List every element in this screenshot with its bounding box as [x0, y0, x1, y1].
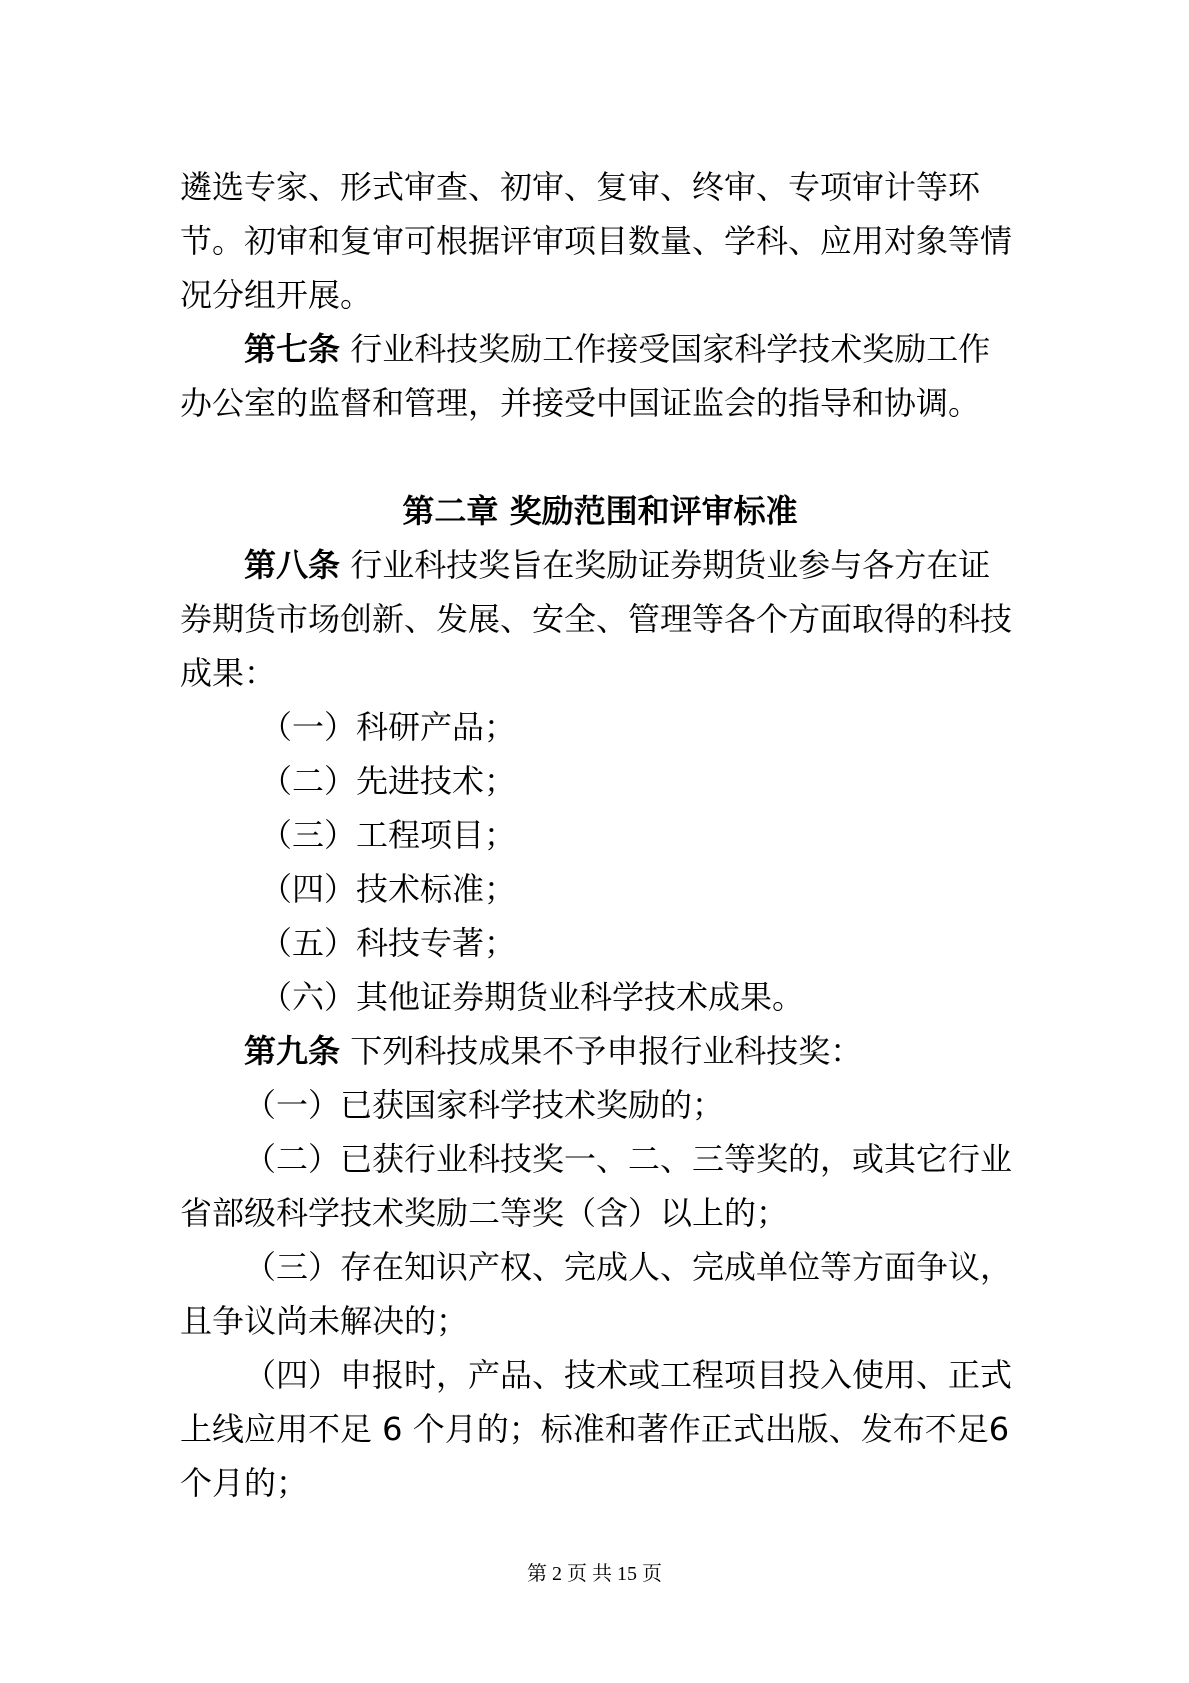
article-text: 下列科技成果不予申报行业科技奖： [340, 1032, 863, 1070]
exclusion-item: （二）已获行业科技奖一、二、三等奖的，或其它行业省部级科学技术奖励二等奖（含）以上的； [180, 1140, 1013, 1232]
page-footer: 第 2 页 共 15 页 [527, 1563, 662, 1585]
section-gap [180, 430, 1020, 484]
exclusion-item: （一）已获国家科学技术奖励的； [244, 1086, 725, 1124]
list-item: （五）科技专著； [260, 924, 517, 962]
paragraph-continuation: 遴选专家、形式审查、初审、复审、终审、专项审计等环节。初审和复审可根据评审项目数量、学科、应用对象等情况分组开展。 [180, 168, 1013, 314]
article-9 [180, 1024, 1020, 1078]
list-item: （六）其他证券期货业科学技术成果。 [260, 978, 805, 1016]
article-label: 第七条 [244, 330, 341, 368]
document-body [180, 160, 1020, 1510]
article-label: 第九条 [244, 1032, 341, 1070]
list-item: （一）科研产品； [260, 708, 517, 746]
article-text: 行业科技奖旨在奖励证券期货业参与各方在证券期货市场创新、发展、安全、管理等各个方面取得的科技成果： [180, 546, 1013, 692]
article-8 [180, 538, 1020, 700]
list-item: （三）工程项目； [260, 816, 517, 854]
article-label: 第八条 [244, 546, 341, 584]
article-7 [180, 322, 1020, 430]
exclusion-item: （四）申报时，产品、技术或工程项目投入使用、正式上线应用不足 6 个月的；标准和著作正式出版、发布不足6 个月的； [180, 1356, 1013, 1502]
article-text: 行业科技奖励工作接受国家科学技术奖励工作办公室的监督和管理，并接受中国证监会的指导和协调。 [180, 330, 991, 422]
list-item: （二）先进技术； [260, 762, 517, 800]
exclusion-item: （三）存在知识产权、完成人、完成单位等方面争议，且争议尚未解决的； [180, 1248, 1013, 1340]
list-item: （四）技术标准； [260, 870, 517, 908]
chapter-heading: 第二章 奖励范围和评审标准 [402, 492, 798, 530]
